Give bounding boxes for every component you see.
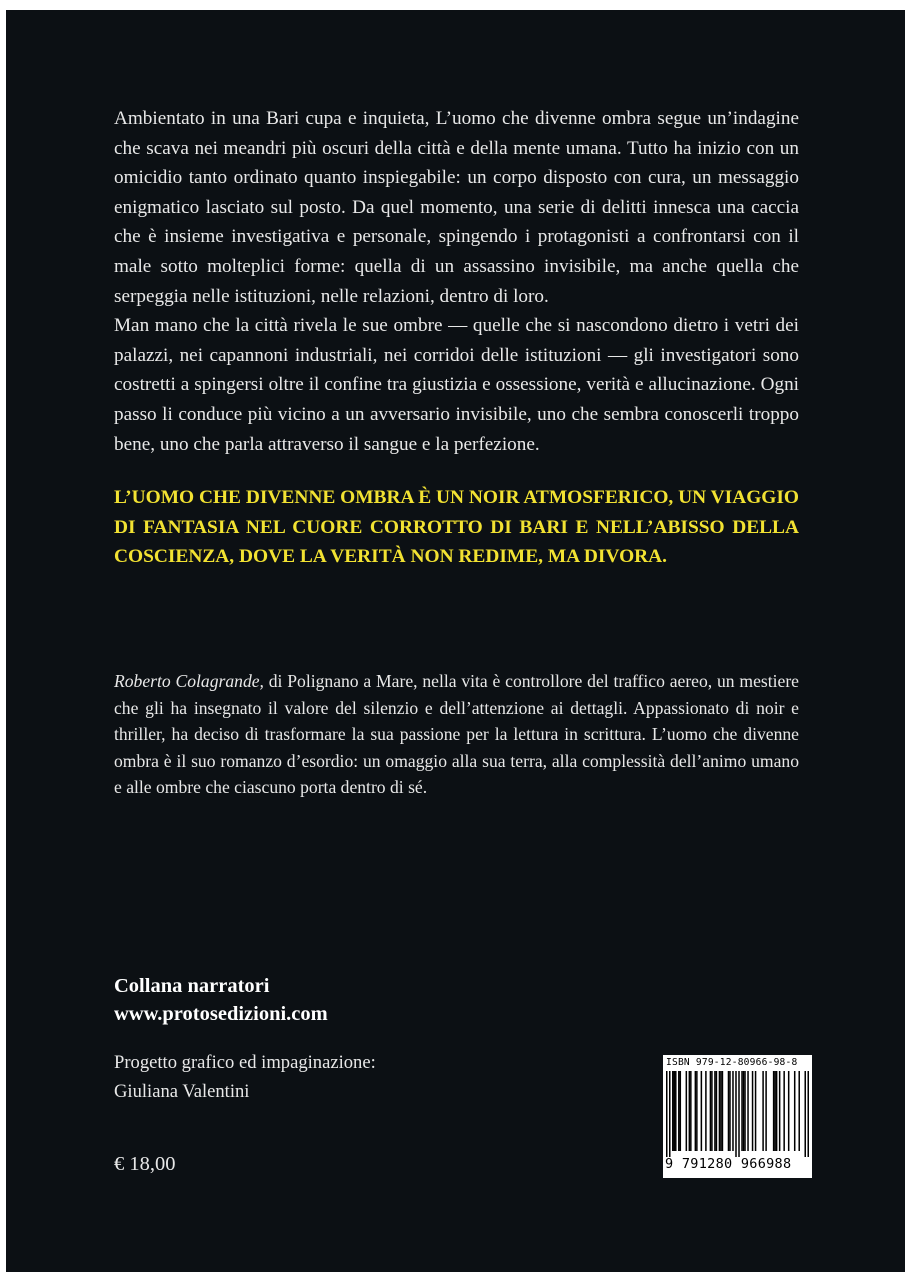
barcode <box>663 1055 812 1178</box>
barcode-bar <box>728 1071 730 1151</box>
barcode-bar <box>672 1071 674 1151</box>
barcode-bar <box>804 1071 806 1157</box>
isbn-label: ISBN 979-12-80966-98-8 <box>666 1057 798 1068</box>
barcode-bar <box>678 1071 680 1151</box>
barcode-bar <box>710 1071 712 1151</box>
barcode-bar <box>675 1071 677 1151</box>
barcode-bar <box>765 1071 767 1151</box>
barcode-bar <box>716 1071 718 1151</box>
synopsis <box>114 104 799 459</box>
barcode-bar <box>783 1071 785 1151</box>
series-name: Collana narratori <box>114 975 270 997</box>
barcode-bar <box>669 1071 671 1157</box>
barcode-bar <box>762 1071 764 1151</box>
barcode-bar <box>779 1071 781 1151</box>
barcode-bar <box>705 1071 707 1151</box>
barcode-bar <box>807 1071 809 1157</box>
barcode-bar <box>752 1071 754 1151</box>
barcode-bar <box>747 1071 749 1151</box>
barcode-bar <box>743 1071 745 1151</box>
barcode-bar <box>680 1071 682 1151</box>
ean-digits: 9 791280 966988 <box>665 1156 792 1172</box>
price: € 18,00 <box>114 1153 176 1175</box>
barcode-bar <box>720 1071 722 1151</box>
credits-designer: Giuliana Valentini <box>114 1081 250 1102</box>
synopsis-paragraph-2: Man mano che la città rivela le sue ombre — quelle che si nascondono dietro i vetri dei palazzi, nei capannoni industriali, nei corridoi delle istituzioni — gli investigatori sono costretti a spingersi oltre il confine tra giustizia e ossessione, verità e allucinazione. Ogni passo li conduce più vicino a un avversario invisibile, uno che sembra conoscerli troppo bene, uno che parla attraverso il sangue e la perfezione. <box>114 315 799 455</box>
barcode-bar <box>798 1071 800 1151</box>
publisher-website: www.protosedizioni.com <box>114 1003 328 1025</box>
barcode-bar <box>674 1071 676 1151</box>
barcode-bars <box>666 1071 809 1157</box>
barcode-bar <box>755 1071 757 1151</box>
barcode-bar <box>741 1071 743 1151</box>
barcode-bar <box>722 1071 724 1151</box>
barcode-bar <box>788 1071 790 1151</box>
author-name: Roberto Colagrande, <box>114 671 264 691</box>
barcode-bar <box>719 1071 721 1151</box>
barcode-bar <box>738 1071 740 1157</box>
author-bio-text: di Polignano a Mare, nella vita è controllore del traffico aereo, un mestiere che gli ha insegnato il valore del silenzio e dell’attenzione ai dettagli. Appassionato di noir e thriller, ha deciso di trasformare la sua passione per la lettura in scrittura. L’uomo che divenne ombra è il suo romanzo d’esordio: un omaggio alla sua terra, alla complessità dell’animo umano e alle ombre che ciascuno porta dentro di sé. <box>114 671 799 797</box>
barcode-bar <box>696 1071 698 1151</box>
barcode-bar <box>794 1071 796 1151</box>
series-block <box>114 972 328 1028</box>
barcode-bar <box>689 1071 691 1151</box>
author-bio <box>114 668 799 801</box>
barcode-bar <box>701 1071 703 1151</box>
barcode-bar <box>666 1071 668 1157</box>
barcode-bar <box>690 1071 692 1151</box>
barcode-bar <box>729 1071 731 1151</box>
barcode-bar <box>714 1071 716 1151</box>
credits-label: Progetto grafico ed impaginazione: <box>114 1052 376 1073</box>
synopsis-paragraph-1: Ambientato in una Bari cupa e inquieta, L’uomo che divenne ombra segue un’indagine che scava nei meandri più oscuri della città e della mente umana. Tutto ha inizio con un omicidio tanto ordinato quanto inspiegabile: un corpo disposto con cura, un messaggio enigmatico lasciato sul posto. Da quel momento, una serie di delitti innesca una caccia che è insieme investigativa e personale, spingendo i protagonisti a confrontarsi con il male sotto molteplici forme: quella di un assassino invisibile, ma anche quella che serpeggia nelle istituzioni, nelle relazioni, dentro di loro. <box>114 108 799 307</box>
barcode-bar <box>686 1071 688 1151</box>
barcode-bar <box>695 1071 697 1151</box>
barcode-bar <box>732 1071 734 1151</box>
barcode-bar <box>776 1071 778 1151</box>
barcode-bar <box>773 1071 775 1151</box>
barcode-bar <box>774 1071 776 1151</box>
barcode-bar <box>735 1071 737 1157</box>
barcode-bar <box>744 1071 746 1151</box>
credits-block <box>114 1048 376 1106</box>
tagline: L’UOMO CHE DIVENNE OMBRA È UN NOIR ATMOSFERICO, UN VIAGGIO DI FANTASIA NEL CUORE CORROTTO DI BARI E NELL’ABISSO DELLA COSCIENZA, DOVE LA VERITÀ NON REDIME, MA DIVORA. <box>114 487 799 568</box>
barcode-bar <box>711 1071 713 1151</box>
